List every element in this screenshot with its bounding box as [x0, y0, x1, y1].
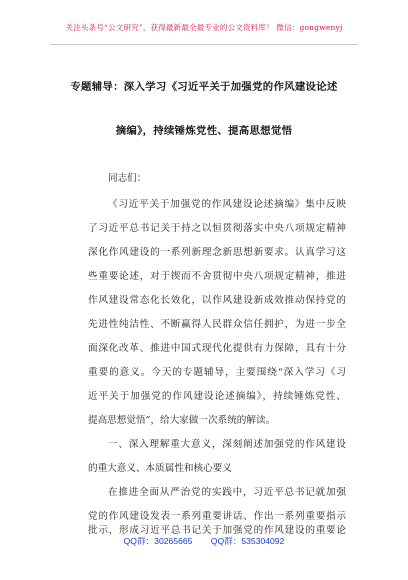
body-line: 提高思想觉悟”，给大家做一次系统的解读。	[88, 415, 276, 426]
body-line: 党的作风建设发表一系列重要讲话、作出一系列重要指示	[88, 511, 346, 522]
body-line: 近平关于加强党的作风建设论述摘编》，持续锤炼党性、	[88, 391, 346, 402]
body-line: 了习近平总书记关于持之以恒贯彻落实中央八项规定精神	[88, 223, 346, 234]
body-line-last: 批示，形成习近平总书记关于加强党的作风建设的重要论	[88, 525, 346, 536]
header-divider	[50, 44, 358, 45]
body-line: 先进性纯洁性、不断赢得人民群众信任拥护，为进一步全	[88, 319, 346, 330]
body-line: 《习近平关于加强党的作风建设论述摘编》集中反映	[108, 199, 346, 210]
document-title-line-1: 专题辅导：深入学习《习近平关于加强党的作风建设论述	[70, 81, 338, 93]
header-note: 关注头条号“公文研究”，获得最新最全最专业的公文资料库！ 微信：gongwenyj	[65, 23, 343, 32]
body-line: 面深化改革、推进中国式现代化提供有力保障，具有十分	[88, 343, 346, 354]
body-line: 重要的意义。今天的专题辅导，主要围绕“深入学习《习	[88, 367, 346, 378]
body-line: 些重要论述，对于锲而不舍贯彻中央八项规定精神，推进	[88, 271, 346, 282]
document-title-line-2: 摘编》，持续锤炼党性、提高思想觉悟	[115, 125, 293, 137]
body-line: 在推进全面从严治党的实践中，习近平总书记就加强	[108, 487, 346, 498]
section-heading-line: 的重大意义、本质属性和核心要义	[88, 463, 232, 474]
footer-contact	[0, 535, 408, 547]
body-line: 深化作风建设的一系列新理念新思想新要求。认真学习这	[88, 247, 346, 258]
body-line: 作风建设常态化长效化，以作风建设新成效推动保持党的	[88, 295, 346, 306]
footer-qq-group-1: QQ群：30265665	[123, 536, 193, 546]
salutation: 同志们：	[108, 173, 147, 184]
section-heading-line: 一、深入理解重大意义，深刻阐述加强党的作风建设	[108, 439, 346, 450]
footer-qq-group-2: QQ群：535304092	[210, 536, 285, 546]
